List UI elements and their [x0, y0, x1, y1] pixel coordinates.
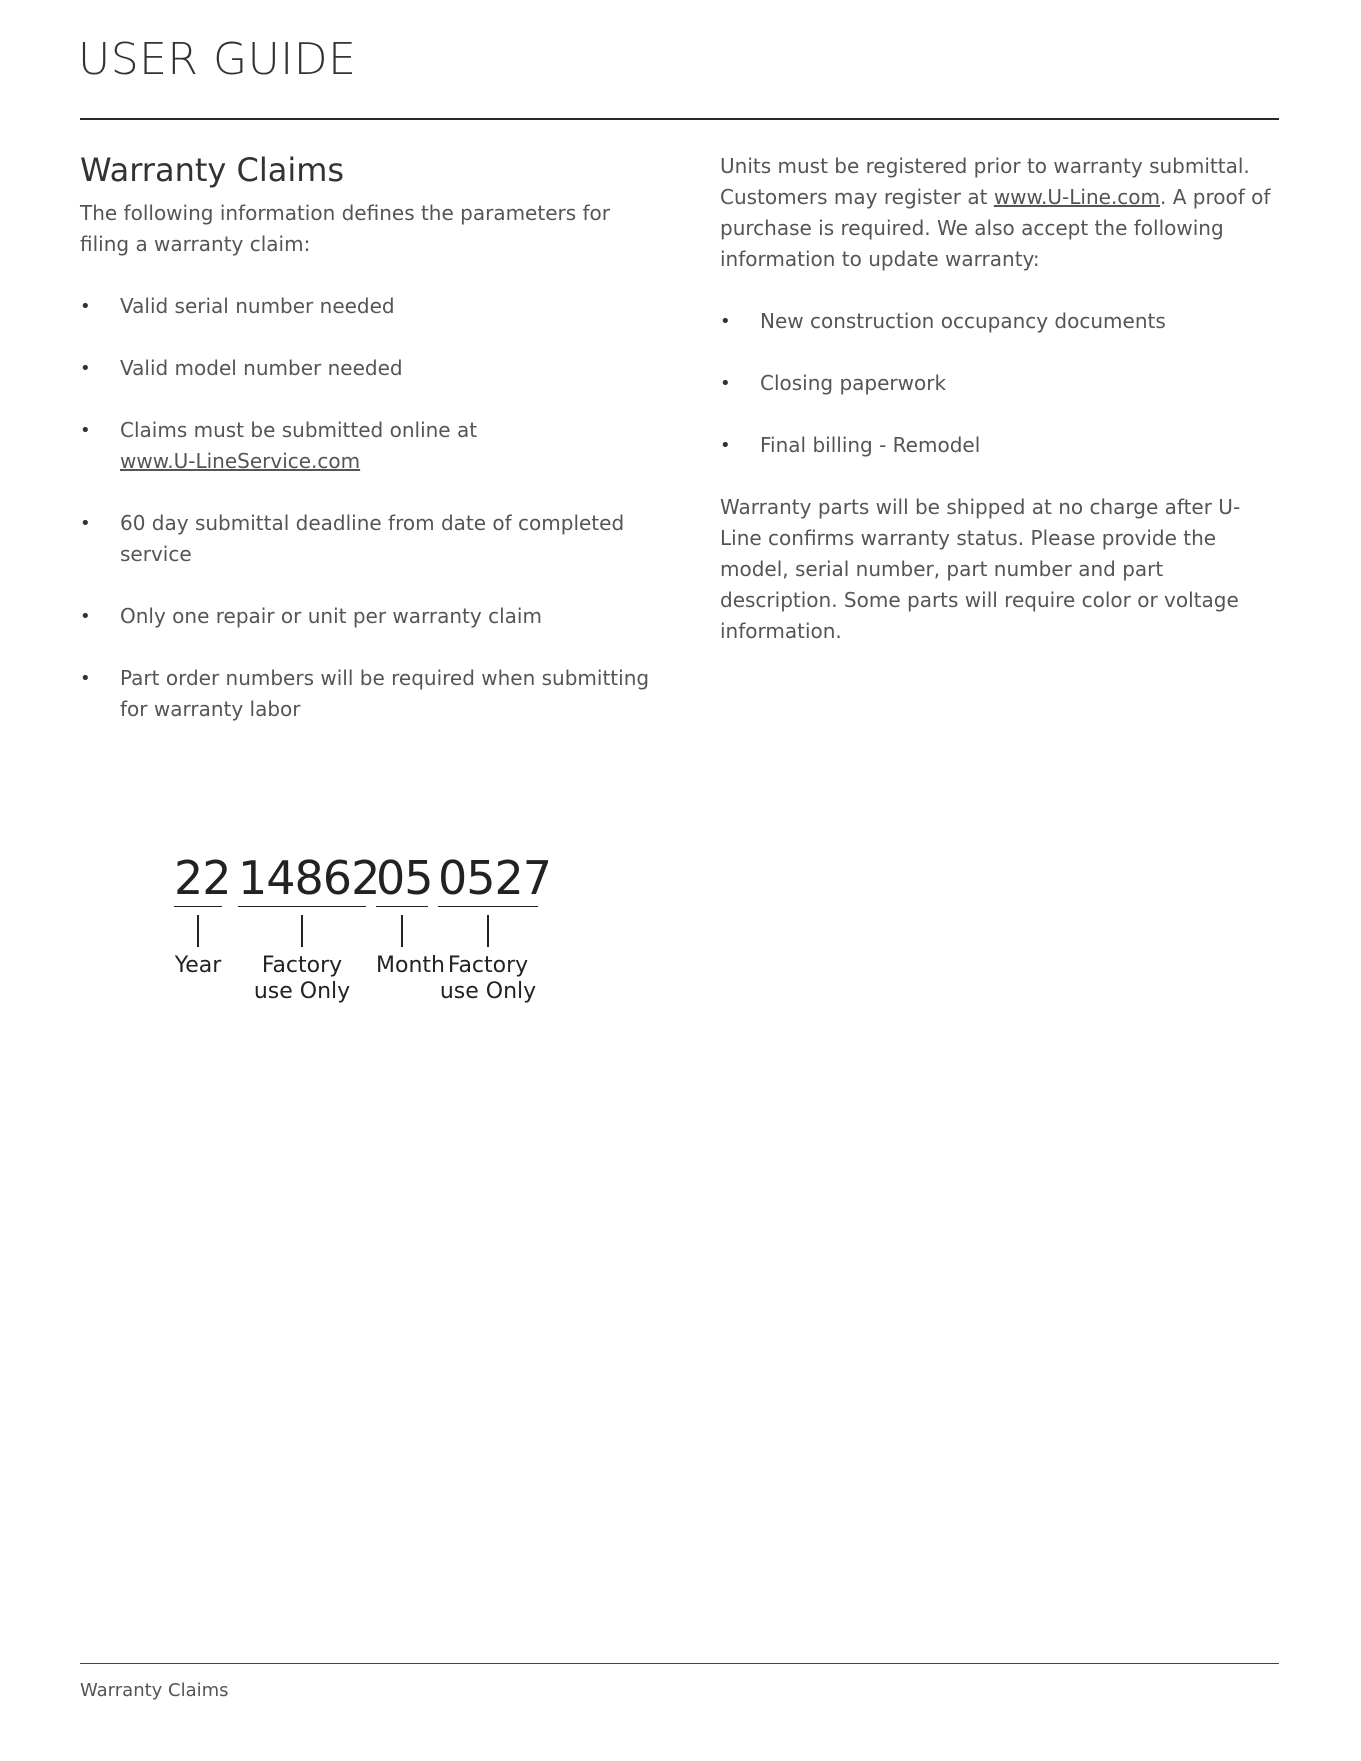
- footer-section-name: Warranty Claims: [80, 1680, 229, 1701]
- serial-segment-month: [376, 850, 445, 979]
- bullet-icon: •: [720, 311, 731, 332]
- footer-divider: [80, 1663, 1279, 1664]
- serial-digits: 22: [174, 851, 231, 905]
- list-item: • Closing paperwork: [720, 368, 1280, 399]
- bullet-icon: •: [80, 358, 91, 379]
- serial-digits: 0527: [438, 851, 552, 905]
- list-item: • Valid model number needed: [80, 353, 660, 384]
- right-column: [720, 151, 1280, 647]
- bullet-icon: •: [80, 296, 91, 317]
- serial-digits: 14862: [238, 851, 380, 905]
- serial-segment-year: [174, 850, 231, 979]
- connector-line: [301, 915, 303, 947]
- list-item: • 60 day submittal deadline from date of completed service: [80, 508, 660, 570]
- intro-paragraph: The following information defines the parameters for filing a warranty claim:: [80, 201, 611, 256]
- registration-paragraph: Units must be registered prior to warranty submittal. Customers may register at www.U-Line.com. A proof of purchase is required. We also accept the following information to update warranty:: [720, 154, 1271, 271]
- connector-line: [197, 915, 199, 947]
- serial-segment-factory: [238, 850, 380, 1005]
- serial-label: Month: [376, 953, 445, 978]
- uline-service-link[interactable]: www.U-LineService.com: [120, 449, 361, 473]
- accepted-documents-list: [720, 306, 1280, 461]
- section-title: Warranty Claims: [80, 151, 345, 189]
- left-column: [80, 150, 660, 756]
- list-item: • Valid serial number needed: [80, 291, 660, 322]
- parts-paragraph: Warranty parts will be shipped at no charge after U-Line confirms warranty status. Please provide the model, serial number, part number and part description. Some parts will require color or voltage information.: [720, 495, 1241, 643]
- list-item: • Part order numbers will be required when submitting for warranty labor: [80, 663, 660, 725]
- list-item: • Final billing - Remodel: [720, 430, 1280, 461]
- claim-requirements-list: [80, 291, 660, 725]
- list-item: • Claims must be submitted online at www.U-LineService.com: [80, 415, 660, 477]
- serial-digits: 05: [376, 851, 433, 905]
- bullet-icon: •: [80, 606, 91, 627]
- connector-line: [487, 915, 489, 947]
- connector-line: [401, 915, 403, 947]
- bullet-icon: •: [80, 513, 91, 534]
- bullet-icon: •: [720, 373, 731, 394]
- serial-segment-factory-2: [438, 850, 552, 1005]
- list-item: • Only one repair or unit per warranty claim: [80, 601, 660, 632]
- serial-label: Factory use Only: [253, 953, 351, 1004]
- page-header-title: USER GUIDE: [78, 34, 357, 85]
- bullet-icon: •: [80, 420, 91, 441]
- serial-label: Factory use Only: [439, 953, 537, 1004]
- bullet-icon: •: [80, 668, 91, 689]
- list-item: • New construction occupancy documents: [720, 306, 1280, 337]
- serial-label: Year: [174, 953, 222, 978]
- header-divider: [80, 118, 1279, 120]
- bullet-icon: •: [720, 435, 731, 456]
- serial-number-diagram: [170, 850, 590, 1010]
- uline-link[interactable]: www.U-Line.com: [993, 185, 1161, 209]
